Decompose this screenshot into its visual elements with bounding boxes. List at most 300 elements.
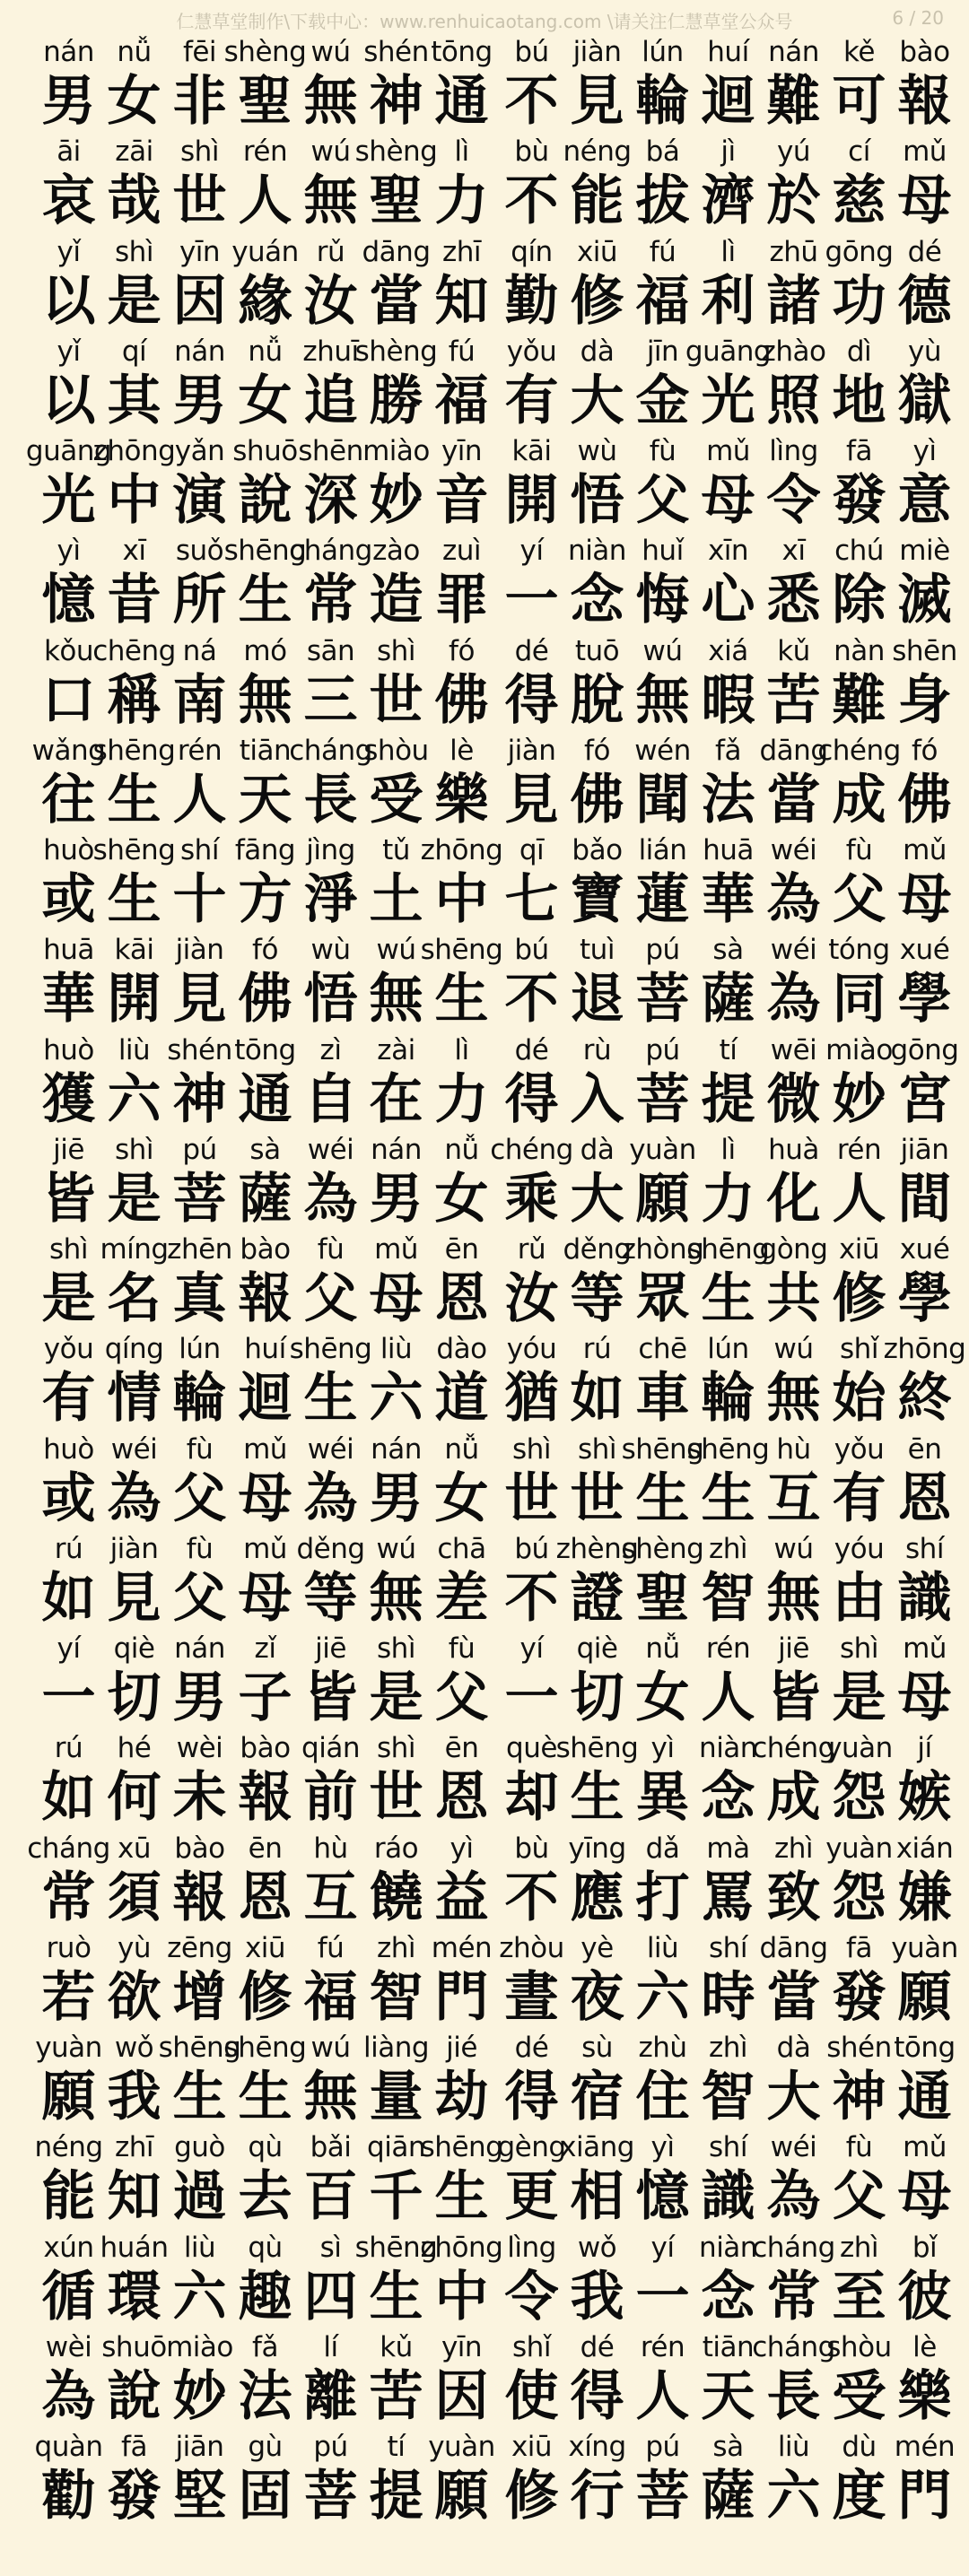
character-unit (695, 932, 761, 1031)
pinyin: dà (580, 335, 615, 368)
character-unit (167, 334, 232, 432)
hanzi: 除 (832, 569, 886, 632)
character-unit (429, 1831, 494, 1929)
pinyin: wú (376, 1532, 416, 1565)
hanzi: 男 (369, 1167, 423, 1231)
verse-row (0, 533, 969, 632)
hanzi: 大 (570, 1167, 624, 1231)
hanzi: 更 (504, 2165, 559, 2229)
hanzi: 間 (897, 1167, 952, 1231)
pinyin: huò (43, 1432, 94, 1466)
hanzi: 不 (504, 70, 559, 133)
pinyin: wú (773, 1333, 814, 1366)
pinyin: zuì (441, 535, 482, 568)
character-unit (232, 2129, 298, 2228)
pinyin: yǒu (834, 1432, 885, 1466)
character-unit (883, 1331, 966, 1431)
pinyin: yú (777, 135, 810, 169)
pinyin: wǒ (114, 2032, 154, 2064)
character-unit (761, 733, 826, 831)
character-unit (826, 1331, 892, 1430)
hanzi: 聖 (238, 70, 292, 133)
pinyin: fā (121, 2431, 147, 2463)
pinyin: tiān (239, 734, 292, 767)
verse-phrase-left (36, 1930, 494, 2029)
character-unit (499, 1831, 564, 1929)
hanzi: 菩 (635, 2465, 690, 2528)
pinyin: yóu (506, 1333, 557, 1366)
character-unit (101, 234, 167, 333)
hanzi: 過 (172, 2165, 227, 2229)
hanzi: 妙 (369, 469, 423, 532)
character-unit (36, 1730, 101, 1829)
hanzi: 子 (238, 1667, 292, 1729)
hanzi: 不 (504, 170, 559, 233)
hanzi: 其 (107, 369, 162, 432)
pinyin: shì (49, 1233, 88, 1266)
verse-phrase-right (499, 2129, 957, 2228)
pinyin: bú (514, 36, 549, 68)
character-unit (761, 533, 826, 631)
hanzi: 若 (41, 1965, 96, 2029)
character-unit (429, 134, 494, 232)
hanzi: 却 (504, 1766, 559, 1830)
hanzi: 見 (107, 1566, 162, 1630)
hanzi: 力 (701, 1167, 755, 1231)
pinyin: wú (310, 135, 351, 169)
character-unit (298, 334, 363, 432)
hanzi: 是 (41, 1267, 96, 1330)
hanzi: 如 (41, 1766, 96, 1830)
pinyin: tiān (702, 2330, 755, 2363)
character-unit (686, 1432, 770, 1530)
hanzi: 口 (41, 668, 96, 732)
character-unit (232, 1831, 298, 1929)
character-unit (36, 2429, 101, 2528)
pinyin: yóu (834, 1532, 885, 1565)
hanzi: 追 (303, 369, 358, 432)
pinyin: chú (834, 535, 884, 568)
hanzi: 悟 (303, 968, 358, 1031)
verse-row (0, 633, 969, 733)
pinyin: mǔ (903, 135, 947, 169)
pinyin: mǔ (903, 1632, 947, 1665)
pinyin: huā (703, 834, 754, 866)
pinyin: nǚ (444, 1133, 479, 1166)
hanzi: 七 (504, 868, 559, 931)
hanzi: 獲 (41, 1067, 96, 1131)
hanzi: 入 (570, 1067, 624, 1131)
hanzi: 人 (238, 170, 292, 233)
hanzi: 意 (897, 469, 952, 532)
hanzi: 成 (832, 768, 886, 831)
pinyin: lì (454, 1033, 469, 1066)
pinyin: āi (57, 135, 81, 169)
pinyin: shèng (354, 135, 438, 169)
hanzi: 世 (369, 668, 423, 732)
character-unit (429, 234, 494, 333)
pinyin: děng (563, 1233, 632, 1266)
character-unit (298, 1032, 363, 1131)
verse-rows (0, 34, 969, 2528)
hanzi: 為 (303, 1167, 358, 1231)
character-unit (232, 234, 298, 333)
hanzi: 福 (434, 369, 489, 432)
pinyin: ēn (248, 1832, 283, 1865)
pinyin: sì (319, 2231, 342, 2264)
pinyin: tǔ (382, 834, 410, 866)
hanzi: 生 (570, 1766, 624, 1830)
pinyin: shèng (354, 335, 438, 368)
hanzi: 願 (897, 1965, 952, 2029)
hanzi: 女 (238, 369, 292, 432)
character-unit (298, 2230, 363, 2328)
verse-phrase-left (36, 1432, 494, 1530)
pinyin: zài (377, 1033, 415, 1066)
pinyin: rǔ (316, 235, 345, 268)
hanzi: 神 (172, 1067, 227, 1131)
character-unit (167, 1032, 232, 1131)
hanzi: 拔 (635, 170, 690, 233)
character-unit (630, 2230, 695, 2328)
verse-row (0, 433, 969, 533)
character-unit (564, 1032, 630, 1131)
hanzi: 生 (434, 2165, 489, 2229)
pinyin: mǔ (903, 834, 947, 866)
character-unit (298, 932, 363, 1031)
character-unit (298, 2030, 363, 2128)
hanzi: 昔 (107, 569, 162, 632)
hanzi: 常 (303, 569, 358, 632)
verse-phrase-right (499, 2030, 957, 2128)
pinyin: shì (377, 634, 415, 667)
character-unit (167, 832, 232, 931)
pinyin: děng (296, 1532, 365, 1565)
hanzi: 一 (41, 1667, 96, 1729)
hanzi: 為 (107, 1466, 162, 1530)
pinyin: yù (118, 1931, 151, 1964)
verse-row (0, 2030, 969, 2129)
hanzi: 聞 (635, 768, 690, 831)
character-unit (761, 1331, 826, 1430)
pinyin: chéng (817, 734, 901, 767)
verse-phrase-left (36, 34, 494, 133)
character-unit (564, 633, 630, 732)
pinyin: chēng (92, 634, 176, 667)
hanzi: 差 (434, 1566, 489, 1630)
pinyin: lì (720, 1133, 736, 1166)
character-unit (232, 633, 298, 732)
hanzi: 不 (504, 1566, 559, 1630)
character-unit (101, 1831, 167, 1929)
pinyin: shí (180, 834, 219, 866)
pinyin: sà (249, 1133, 281, 1166)
character-unit (621, 1231, 704, 1330)
character-unit (826, 2030, 892, 2128)
hanzi: 證 (570, 1566, 624, 1630)
hanzi: 父 (832, 2165, 886, 2229)
page-number: 6 / 20 (892, 7, 944, 29)
character-unit (695, 234, 761, 333)
pinyin: nán (43, 36, 94, 68)
pinyin: sà (712, 934, 744, 967)
pinyin: shǐ (512, 2330, 551, 2363)
hanzi: 欲 (107, 1965, 162, 2029)
pinyin: shí (709, 2131, 747, 2164)
character-unit (363, 832, 429, 931)
pinyin: lí (323, 2330, 338, 2363)
pinyin: cháng (752, 2330, 835, 2363)
character-unit (826, 932, 892, 1031)
character-unit (695, 1930, 761, 2029)
verse-phrase-right (499, 433, 957, 532)
character-unit (630, 1331, 695, 1430)
hanzi: 千 (369, 2165, 423, 2229)
pinyin: bào (174, 1832, 225, 1865)
pinyin: shòu (826, 2330, 892, 2363)
hanzi: 滅 (897, 569, 952, 632)
character-unit (761, 1831, 826, 1929)
pinyin: míng (100, 1233, 169, 1266)
verse-phrase-left (34, 2129, 503, 2229)
character-unit (761, 932, 826, 1031)
hanzi: 智 (369, 1965, 423, 2029)
hanzi: 修 (504, 2465, 559, 2528)
pinyin: nǚ (444, 1432, 479, 1466)
hanzi: 身 (897, 668, 952, 732)
character-unit (36, 1132, 101, 1231)
verse-phrase-left (36, 932, 503, 1031)
pinyin: zhōng (883, 1333, 966, 1366)
character-unit (564, 34, 630, 133)
character-unit (564, 1631, 630, 1729)
character-unit (630, 433, 695, 532)
character-unit (892, 733, 957, 831)
hanzi: 終 (897, 1367, 952, 1431)
pinyin: gòng (759, 1233, 828, 1266)
character-unit (363, 1831, 429, 1929)
verse-phrase-right (499, 832, 957, 931)
hanzi: 法 (701, 768, 755, 831)
hanzi: 神 (369, 70, 423, 133)
character-unit (564, 1930, 630, 2029)
hanzi: 化 (766, 1167, 821, 1231)
header-credit-text: 仁慧草堂制作\下载中心：www.renhuicaotang.com \请关注仁慧草堂公众号 (176, 11, 793, 32)
pinyin: tuì (580, 934, 615, 967)
hanzi: 世 (369, 1766, 423, 1830)
pinyin: kǔ (777, 634, 810, 667)
hanzi: 有 (832, 1466, 886, 1530)
pinyin: jiē (778, 1632, 809, 1665)
hanzi: 說 (238, 469, 292, 532)
character-unit (564, 2230, 630, 2328)
hanzi: 力 (434, 170, 489, 233)
pinyin: jiàn (507, 734, 556, 767)
verse-phrase-left (36, 1730, 494, 1829)
verse-row (0, 1032, 969, 1132)
pinyin: xiū (511, 2431, 553, 2463)
character-unit (101, 1331, 167, 1430)
pinyin: wǒ (577, 2231, 617, 2264)
pinyin: yǐ (57, 335, 81, 368)
hanzi: 等 (303, 1566, 358, 1630)
pinyin: qiè (576, 1632, 618, 1665)
pinyin: shì (512, 1432, 551, 1466)
pinyin: wēi (770, 1033, 817, 1066)
character-unit (420, 2230, 503, 2328)
pinyin: dì (846, 335, 872, 368)
hanzi: 報 (172, 1866, 227, 1929)
hanzi: 輪 (172, 1367, 227, 1431)
pinyin: tōng (894, 2032, 956, 2064)
pinyin: fù (845, 2131, 873, 2164)
character-unit (752, 1730, 835, 1830)
pinyin: niàn (699, 1732, 757, 1765)
verse-phrase-left (36, 2030, 494, 2128)
hanzi: 憶 (635, 2165, 690, 2229)
pinyin: yuàn (35, 2032, 102, 2064)
character-unit (232, 1331, 298, 1430)
hanzi: 土 (369, 868, 423, 931)
verse-phrase-left (36, 2230, 503, 2328)
pinyin: yù (908, 335, 941, 368)
pinyin: zì (319, 1033, 342, 1066)
character-unit (289, 1331, 372, 1431)
verse-row (0, 334, 969, 433)
character-unit (630, 2329, 695, 2428)
character-unit (630, 932, 695, 1031)
hanzi: 男 (172, 369, 227, 432)
verse-row (0, 1831, 969, 1930)
hanzi: 菩 (303, 2465, 358, 2528)
character-unit (761, 2030, 826, 2128)
character-unit (892, 334, 957, 432)
pinyin: wù (577, 435, 617, 467)
pinyin: shēn (892, 634, 957, 667)
hanzi: 世 (570, 1466, 624, 1530)
character-unit (564, 334, 630, 432)
character-unit (232, 733, 298, 831)
character-unit (167, 932, 232, 1031)
pinyin: fù (317, 1233, 345, 1266)
character-unit (564, 134, 630, 232)
pinyin: chā (437, 1532, 486, 1565)
pinyin: dāng (362, 235, 431, 268)
hanzi: 有 (41, 1367, 96, 1431)
pinyin: cháng (27, 1832, 110, 1865)
character-unit (232, 1930, 298, 2029)
pinyin: bú (514, 934, 549, 967)
character-unit (232, 2329, 298, 2428)
verse-phrase-left (36, 1032, 494, 1131)
pinyin: qíng (104, 1333, 164, 1366)
hanzi: 往 (41, 768, 96, 831)
hanzi: 我 (107, 2066, 162, 2128)
hanzi: 慈 (832, 170, 886, 233)
character-unit (36, 633, 101, 732)
pinyin: bǎo (572, 834, 623, 866)
character-unit (826, 1831, 892, 1929)
character-unit (761, 334, 826, 432)
pinyin: jiàn (572, 36, 622, 68)
verse-phrase-right (499, 1432, 957, 1530)
hanzi: 說 (107, 2364, 162, 2428)
hanzi: 男 (369, 1466, 423, 1530)
hanzi: 等 (570, 1267, 624, 1330)
character-unit (892, 1432, 957, 1530)
pinyin: wèi (45, 2330, 92, 2363)
hanzi: 住 (635, 2066, 690, 2128)
character-unit (298, 1831, 363, 1929)
pinyin: lún (707, 1333, 749, 1366)
character-unit (354, 2230, 438, 2328)
pinyin: xiá (708, 634, 748, 667)
verse-phrase-right (499, 733, 957, 831)
hanzi: 恩 (434, 1267, 489, 1330)
hanzi: 一 (635, 2265, 690, 2328)
pinyin: zhì (773, 1832, 814, 1865)
pinyin: shì (115, 1133, 153, 1166)
pinyin: xián (895, 1832, 954, 1865)
pinyin: fù (649, 435, 677, 467)
pinyin: bǐ (912, 2231, 938, 2264)
character-unit (232, 1730, 298, 1829)
pinyin: yuàn (428, 2431, 495, 2463)
pinyin: nǚ (645, 1632, 680, 1665)
hanzi: 見 (570, 70, 624, 133)
pinyin: cháng (752, 2231, 835, 2264)
hanzi: 生 (107, 868, 162, 931)
character-unit (92, 733, 176, 831)
hanzi: 微 (766, 1067, 821, 1131)
pinyin: ēn (444, 1233, 479, 1266)
hanzi: 常 (766, 2265, 821, 2328)
character-unit (232, 1231, 298, 1330)
hanzi: 難 (766, 70, 821, 133)
hanzi: 稱 (107, 668, 162, 732)
hanzi: 切 (570, 1667, 624, 1729)
pinyin: wén (634, 734, 691, 767)
character-unit (826, 1432, 892, 1530)
hanzi: 佛 (434, 668, 489, 732)
pinyin: rú (54, 1732, 83, 1765)
pinyin: lè (450, 734, 474, 767)
pinyin: huán (100, 2231, 169, 2264)
hanzi: 彼 (897, 2265, 952, 2328)
character-unit (101, 2230, 167, 2328)
hanzi: 修 (238, 1965, 292, 2029)
hanzi: 自 (303, 1067, 358, 1131)
pinyin: dé (514, 2032, 549, 2064)
pinyin: bǎi (310, 2131, 352, 2164)
pinyin: zhì (708, 1532, 748, 1565)
hanzi: 華 (41, 968, 96, 1031)
hanzi: 法 (238, 2364, 292, 2428)
pinyin: yì (912, 435, 937, 467)
character-unit (892, 2329, 957, 2428)
hanzi: 願 (41, 2066, 96, 2128)
hanzi: 迴 (238, 1367, 292, 1431)
pinyin: huǐ (642, 535, 684, 568)
hanzi: 菩 (635, 1067, 690, 1131)
hanzi: 未 (172, 1766, 227, 1830)
character-unit (429, 2030, 494, 2128)
character-unit (36, 832, 101, 931)
pinyin: fú (317, 1931, 345, 1964)
pinyin: pú (645, 934, 680, 967)
hanzi: 薩 (238, 1167, 292, 1231)
hanzi: 報 (897, 70, 952, 133)
